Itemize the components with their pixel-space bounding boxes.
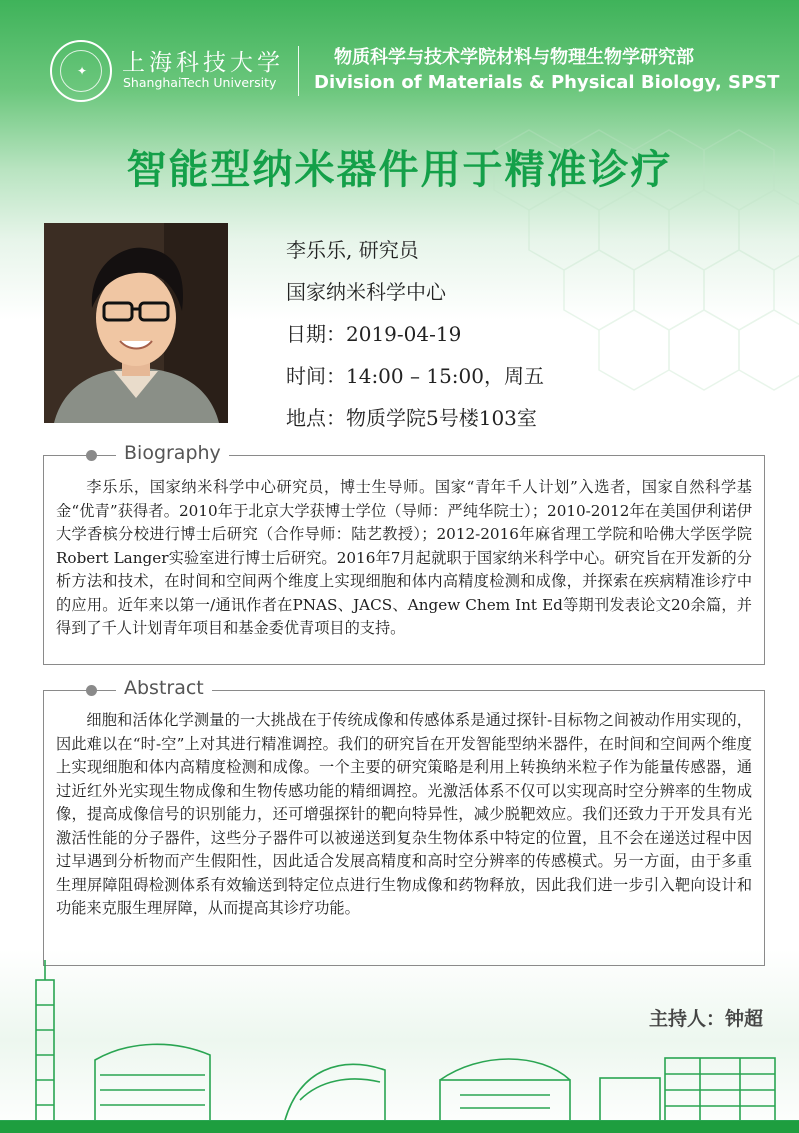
host-name: 主持人：钟超: [648, 1008, 763, 1030]
talk-title: 智能型纳米器件用于精准诊疗: [126, 147, 673, 193]
bottom-bar: [0, 1121, 799, 1133]
university-name-cn: 上海科技大学: [122, 50, 284, 76]
speaker-portrait: [44, 223, 228, 423]
talk-location: 地点：物质学院5号楼103室: [286, 406, 537, 430]
department-name-en: Division of Materials & Physical Biology, SPST: [314, 72, 780, 93]
university-name-en: ShanghaiTech University: [123, 75, 277, 90]
talk-date: 日期：2019-04-19: [286, 322, 462, 346]
university-seal-icon: ✦: [50, 40, 112, 102]
bullet-dot-icon: [86, 685, 97, 696]
department-name-cn: 物质科学与技术学院材料与物理生物学研究部: [334, 47, 694, 68]
header-divider: [298, 46, 299, 96]
talk-time: 时间：14:00 – 15:00，周五: [286, 364, 544, 388]
abstract-heading: Abstract: [116, 677, 212, 699]
header: [0, 0, 799, 108]
biography-text: 李乐乐，国家纳米科学中心研究员，博士生导师。国家“青年千人计划”入选者，国家自然科学基金“优青”获得者。2010年于北京大学获博士学位（导师：严纯华院士）；2010-2012年在美国伊利诺伊大学香槟分校进行博士后研究（合作导师：陆艺教授）；2012-2016年麻省理工学院和哈佛大学医学院Robert Langer实验室进行博士后研究。2016年7月起就职于国家纳米科学中心。研究旨在开发新的分析方法和技术，在时间和空间两个维度上实现细胞和体内高精度检测和成像，并探索在疾病精准诊疗中的应用。近年来以第一/通讯作者在PNAS、JACS、Angew Chem Int Ed等期刊发表论文20余篇，并得到了千人计划青年项目和基金委优青项目的支持。: [56, 478, 752, 637]
speaker-name: 李乐乐, 研究员: [286, 238, 419, 262]
abstract-text: 细胞和活体化学测量的一大挑战在于传统成像和传感体系是通过探针-目标物之间被动作用实现的，因此难以在“时-空”上对其进行精准调控。我们的研究旨在开发智能型纳米器件，在时间和空间两个维度上实现细胞和体内高精度检测和成像。一个主要的研究策略是利用上转换纳米粒子作为能量传感器，通过近红外光实现生物成像和生物传感功能的精细调控。光激活体系不仅可以实现高时空分辨率的生物成像，提高成像信号的识别能力，还可增强探针的靶向特异性，减少脱靶效应。我们还致力于开发具有光激活性能的分子器件，这些分子器件可以被递送到复杂生物体系中特定的位置，且不会在递送过程中因过早遇到分析物而产生假阳性，因此适合发展高精度和高时空分辨率的传感模式。另一方面，由于多重生理屏障阻碍检测体系有效输送到特定位点进行生物成像和药物释放，因此我们进一步引入靶向设计和功能来克服生理屏障，从而提高其诊疗功能。: [56, 711, 752, 917]
campus-skyline-illustration: [0, 960, 799, 1133]
speaker-affiliation: 国家纳米科学中心: [286, 280, 446, 304]
biography-heading: Biography: [116, 442, 229, 464]
biography-box: [43, 442, 765, 665]
abstract-box: [43, 677, 765, 966]
bullet-dot-icon: [86, 450, 97, 461]
